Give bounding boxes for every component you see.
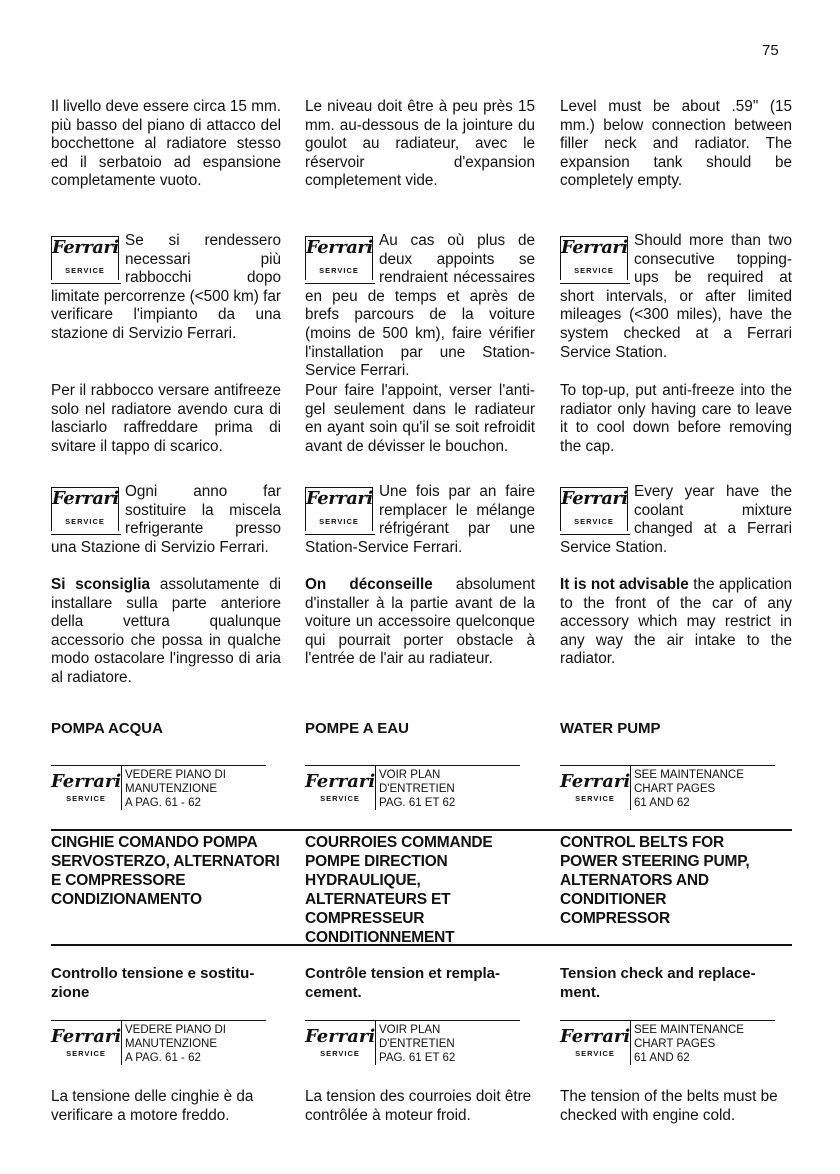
control-belts-title <box>51 833 280 909</box>
ref-lines-line: A PAG. 61 - 62 <box>125 1052 201 1064</box>
belts-title-line: CONDITIONNEMENT <box>305 929 455 946</box>
topup-paragraph: Pour faire l'appoint, verser l'anti-gel seulement dans le radiateur en ayant soin qu'il se soit refroidit avant de dévisser le bouchon. <box>305 382 535 455</box>
tension-heading-line: cement. <box>305 984 362 1001</box>
belts-title-line: COMPRESSEUR <box>305 910 425 927</box>
service-note-topups: Ferrari SERVICE Se si rendessero necessari più rabbocchi dopo limitate percorrenze (<500 km) far verificare l'impianto da una stazione di Servizio Ferrari. <box>51 232 281 342</box>
ref-lines-line: MANUTENZIONE <box>125 783 217 795</box>
maintenance-reference-box <box>560 765 775 812</box>
maintenance-reference-text <box>634 768 744 810</box>
ref-lines-line: D'ENTRETIEN <box>379 783 455 795</box>
ferrari-service-logo-icon: Ferrari SERVICE <box>51 1021 122 1065</box>
ferrari-service-logo-icon: Ferrari SERVICE <box>51 487 119 531</box>
ferrari-service-logo-icon: Ferrari SERVICE <box>560 487 628 531</box>
ref-lines-line: VOIR PLAN <box>379 769 441 781</box>
water-pump-heading: WATER PUMP <box>560 720 661 737</box>
maintenance-reference-text <box>125 768 226 810</box>
tension-heading-line: zione <box>51 984 90 1001</box>
ferrari-service-logo-icon: Ferrari SERVICE <box>51 766 122 810</box>
tension-heading-line: ment. <box>560 984 601 1001</box>
belts-title-line: POWER STEERING PUMP, <box>560 853 750 870</box>
coolant-level-paragraph: Le niveau doit être à peu près 15 mm. au-dessous de la jointure du goulot au radiateur, avec le réservoir d'expansion completement vide. <box>305 98 535 190</box>
maintenance-reference-text <box>379 768 455 810</box>
service-note-topups: Ferrari SERVICE Should more than two consecutive topping-ups be required at short intervals, or after limited mileages (<300 miles), have the system checked at a Ferrari Service Station. <box>560 232 792 361</box>
control-belts-title <box>560 833 750 928</box>
coolant-level-paragraph: Il livello deve essere circa 15 mm. più basso del piano di attacco del bocchettone al radiatore stesso ed il serbatoio ad espansione completamente vuoto. <box>51 98 281 190</box>
ref-lines-line: CHART PAGES <box>634 1038 716 1050</box>
tension-heading-line: Contrôle tension et rempla- <box>305 965 501 982</box>
ref-lines-line: PAG. 61 ET 62 <box>379 797 456 809</box>
page-number: 75 <box>762 42 779 59</box>
ref-lines-line: VEDERE PIANO DI <box>125 1024 226 1036</box>
ferrari-service-logo-icon: Ferrari SERVICE <box>560 236 628 280</box>
ferrari-service-logo-icon: Ferrari SERVICE <box>305 236 373 280</box>
belt-tension-paragraph: La tension des courroies doit être contrôlée à moteur froid. <box>305 1088 532 1124</box>
belts-title-line: ALTERNATEURS ET <box>305 891 451 908</box>
water-pump-heading: POMPE A EAU <box>305 720 409 737</box>
maintenance-reference-text <box>634 1023 744 1065</box>
belts-title-line: SERVOSTERZO, ALTERNATORI <box>51 853 280 870</box>
belt-tension-paragraph: La tensione delle cinghie è da verificare a motore freddo. <box>51 1088 254 1124</box>
belts-title-line: E COMPRESSORE <box>51 872 186 889</box>
maintenance-reference-box <box>51 1020 266 1067</box>
language-column-fr <box>305 0 535 1174</box>
section-rule-bottom <box>51 944 792 946</box>
ferrari-service-logo-icon: Ferrari SERVICE <box>51 236 119 280</box>
accessory-warning-paragraph: On déconseille absolument d'installer à la partie avant de la voiture un accessoire quelconque qui pourrait porter obstacle à l'entrée de l'air au radiateur. <box>305 576 535 668</box>
ref-lines-line: SEE MAINTENANCE <box>634 1024 744 1036</box>
belts-title-line: CINGHIE COMANDO POMPA <box>51 834 258 851</box>
maintenance-reference-text <box>125 1023 226 1065</box>
ref-lines-line: PAG. 61 ET 62 <box>379 1052 456 1064</box>
ref-lines-line: 61 AND 62 <box>634 797 690 809</box>
service-note-yearly: Ferrari SERVICE Every year have the coolant mixture changed at a Ferrari Service Station. <box>560 483 792 556</box>
language-column-it <box>51 0 281 1174</box>
maintenance-reference-box <box>560 1020 775 1067</box>
ferrari-service-logo-icon: Ferrari SERVICE <box>305 766 376 810</box>
ref-lines-line: SEE MAINTENANCE <box>634 769 744 781</box>
coolant-level-paragraph: Level must be about .59" (15 mm.) below connection between filler neck and radiator. The expansion tank should be completely empty. <box>560 98 792 190</box>
ref-lines-line: CHART PAGES <box>634 783 716 795</box>
belts-title-line: HYDRAULIQUE, <box>305 872 421 889</box>
tension-heading-line: Tension check and replace- <box>560 965 756 982</box>
service-note-topups: Ferrari SERVICE Au cas où plus de deux appoints se rendraient nécessaires en peu de temps et après de brefs parcours de la voiture (moins de 500 km), faire vérifier l'installation par une Station-Service Ferrari. <box>305 232 535 380</box>
ref-lines-line: VEDERE PIANO DI <box>125 769 226 781</box>
maintenance-reference-box <box>305 1020 520 1067</box>
belts-title-line: ALTERNATORS AND <box>560 872 709 889</box>
service-note-yearly: Ferrari SERVICE Une fois par an faire remplacer le mélange réfrigérant par une Station-Service Ferrari. <box>305 483 535 556</box>
belts-title-line: CONTROL BELTS FOR <box>560 834 724 851</box>
belts-title-line: COURROIES COMMANDE <box>305 834 493 851</box>
service-note-yearly: Ferrari SERVICE Ogni anno far sostituire la miscela refrigerante presso una Stazione di Servizio Ferrari. <box>51 483 281 556</box>
belts-title-line: POMPE DIRECTION <box>305 853 448 870</box>
tension-check-heading <box>560 964 795 1002</box>
ferrari-service-logo-icon: Ferrari SERVICE <box>560 1021 631 1065</box>
maintenance-reference-box <box>51 765 266 812</box>
tension-heading-line: Controllo tensione e sostitu- <box>51 965 255 982</box>
ref-lines-line: MANUTENZIONE <box>125 1038 217 1050</box>
maintenance-reference-box <box>305 765 520 812</box>
tension-check-heading <box>305 964 540 1002</box>
belts-title-line: COMPRESSOR <box>560 910 670 927</box>
ref-lines-line: D'ENTRETIEN <box>379 1038 455 1050</box>
accessory-warning-paragraph: It is not advisable the application to the front of the car of any accessory which may restrict in any way the air intake to the radiator. <box>560 576 793 668</box>
belts-title-line: CONDITIONER <box>560 891 667 908</box>
topup-paragraph: Per il rabbocco versare antifreeze solo nel radiatore avendo cura di lasciarlo raffreddare prima di svitare il tappo di scarico. <box>51 382 281 455</box>
maintenance-reference-text <box>379 1023 455 1065</box>
accessory-warning-paragraph: Si sconsiglia assolutamente di installare sulla parte anteriore della vettura qualunque accessorio che possa in qualche modo ostacolare l'ingresso di aria al radiatore. <box>51 576 281 686</box>
ref-lines-line: 61 AND 62 <box>634 1052 690 1064</box>
ref-lines-line: A PAG. 61 - 62 <box>125 797 201 809</box>
language-column-en <box>560 0 792 1174</box>
ferrari-service-logo-icon: Ferrari SERVICE <box>305 1021 376 1065</box>
ref-lines-line: VOIR PLAN <box>379 1024 441 1036</box>
water-pump-heading: POMPA ACQUA <box>51 720 163 737</box>
belts-title-line: CONDIZIONAMENTO <box>51 891 202 908</box>
ferrari-service-logo-icon: Ferrari SERVICE <box>560 766 631 810</box>
ferrari-service-logo-icon: Ferrari SERVICE <box>305 487 373 531</box>
section-rule-top <box>51 829 792 831</box>
control-belts-title <box>305 833 493 947</box>
topup-paragraph: To top-up, put anti-freeze into the radiator only having care to leave it to cool down before removing the cap. <box>560 382 792 455</box>
belt-tension-paragraph: The tension of the belts must be checked with engine cold. <box>560 1088 778 1124</box>
tension-check-heading <box>51 964 286 1002</box>
